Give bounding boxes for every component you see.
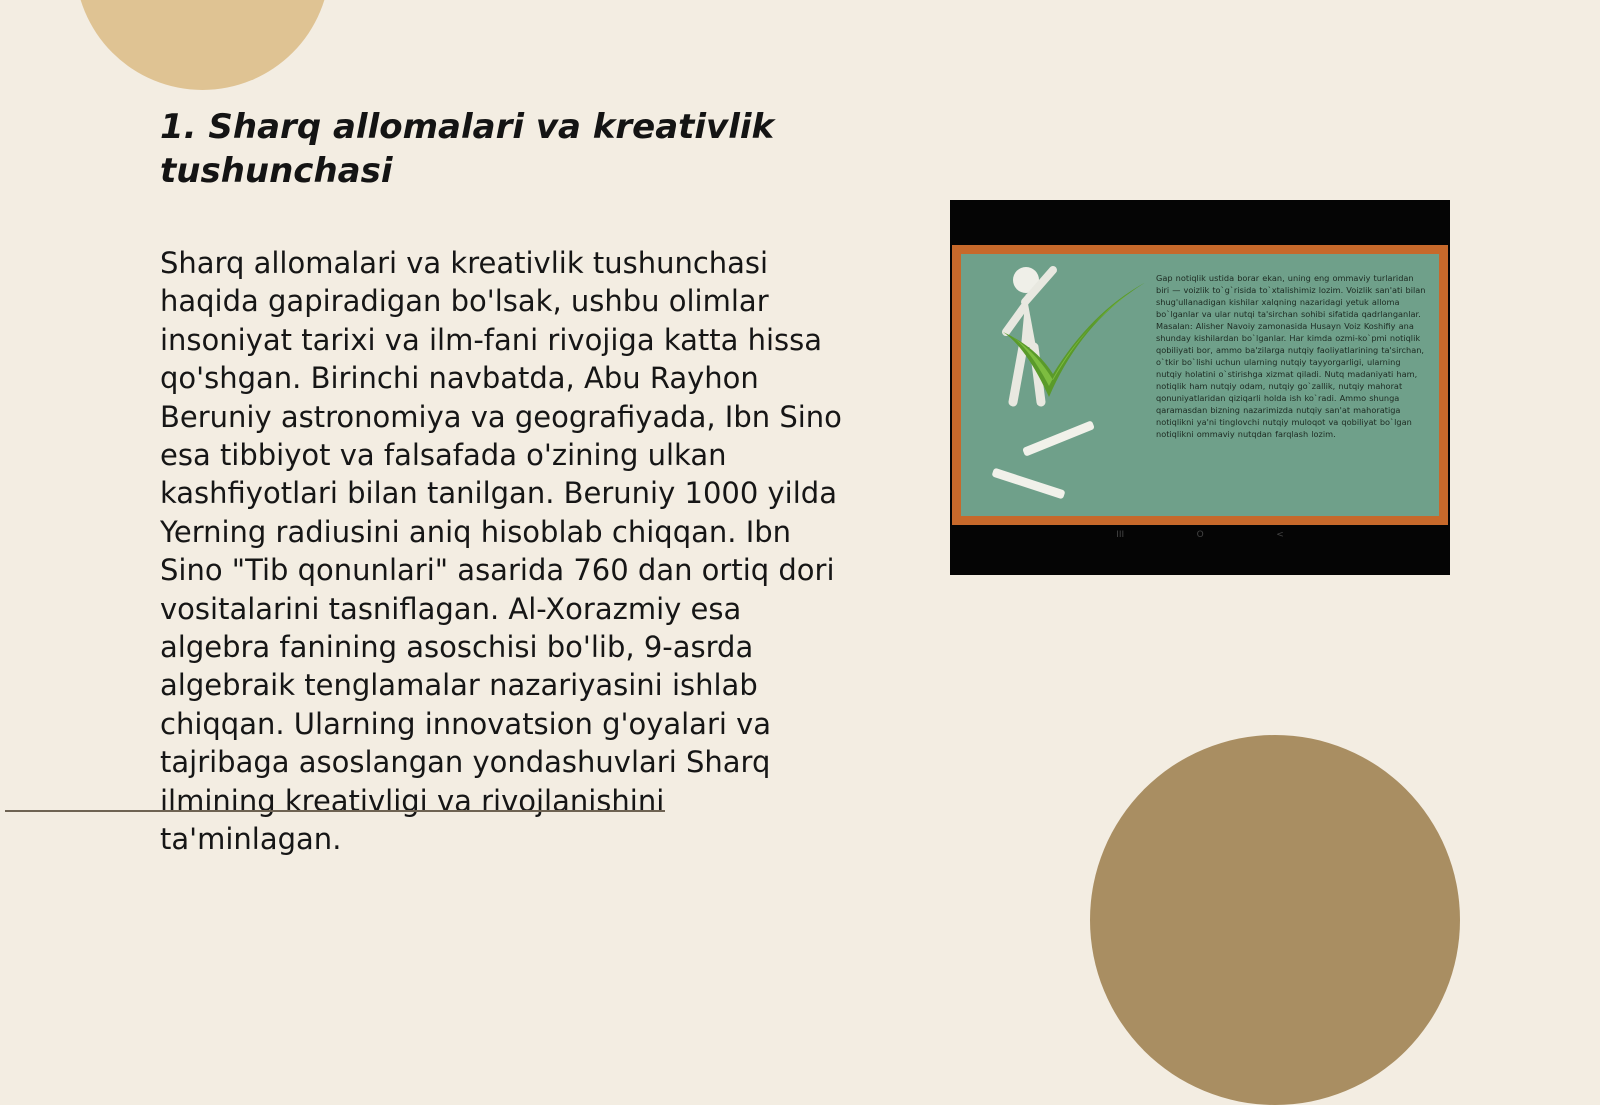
media-bar (950, 530, 1450, 544)
horizontal-rule (5, 810, 665, 812)
chalkboard (961, 254, 1439, 516)
figure-with-checkmark-icon (981, 262, 1151, 422)
chalkboard-text: Gap notiqlik ustida borar ekan, uning eng ommaviy turlaridan biri — voizlik to`g`risida to`xtalishimiz lozim. Voizlik san'ati bilan shug'ullanadigan kishilar xalqning nazaridagi yetuk alloma bo`lganlar va ular nutqi ta'sirchan sohibi sifatida qadrlanganlar. Masalan: Alisher Navoiy zamonasida Husayn Voiz Koshifiy ana shunday kishilardan bo`lganlar. Har kimda ozmi-ko`pmi notiqlik qobiliyati bor, ammo ba'zilarga nutqiy faoliyatlarining ta'sirchan, o`tkir bo`lishi uchun ularning nutqiy tayyorgarligi, ularning nutqiy holatini o`stirishga xizmat qiladi. Nutq madaniyati ham, notiqlik ham nutqiy odam, nutqiy go`zallik, nutqiy mahorat qonuniyatlaridan qiziqarli holda ish ko`radi. Ammo shunga qaramasdan bizning nazarimizda nutqiy san'at mahoratiga notiqlikni ya'ni tinglovchi nutqiy muloqot va qobiliyat bo`lgan notiqlikni ommaviy nutqdan farqlash lozim. (1156, 273, 1426, 439)
chalk-stick (991, 468, 1065, 500)
bar-mark: III (1116, 530, 1125, 540)
embedded-slide-image (950, 200, 1450, 575)
bar-mark: < (1276, 530, 1284, 540)
chalkboard-frame (952, 245, 1448, 525)
bar-mark: O (1196, 530, 1204, 540)
chalk-stick (1022, 420, 1095, 456)
decorative-circle-top (75, 0, 330, 90)
slide-title: 1. Sharq allomalari va kreativlik tushunchasi (160, 107, 775, 191)
decorative-circle-bottom (1090, 735, 1460, 1105)
slide-body-text: Sharq allomalari va kreativlik tushunchasi haqida gapiradigan bo'lsak, ushbu olimlar insoniyat tarixi va ilm-fani rivojiga katta hissa qo'shgan. Birinchi navbatda, Abu Rayhon Beruniy astronomiya va geografiyada, Ibn Sino esa tibbiyot va falsafada o'zining ulkan kashfiyotlari bilan tanilgan. Beruniy 1000 yilda Yerning radiusini aniq hisoblab chiqqan. Ibn Sino "Tib qonunlari" asarida 760 dan ortiq dori vositalarini tasniflagan. Al-Xorazmiy esa algebra fanining asoschisi bo'lib, 9-asrda algebraik tenglamalar nazariyasini ishlab chiqqan. Ularning innovatsion g'oyalari va tajribaga asoslangan yondashuvlari Sharq ilmining kreativligi va rivojlanishini ta'minlagan. (160, 246, 842, 857)
